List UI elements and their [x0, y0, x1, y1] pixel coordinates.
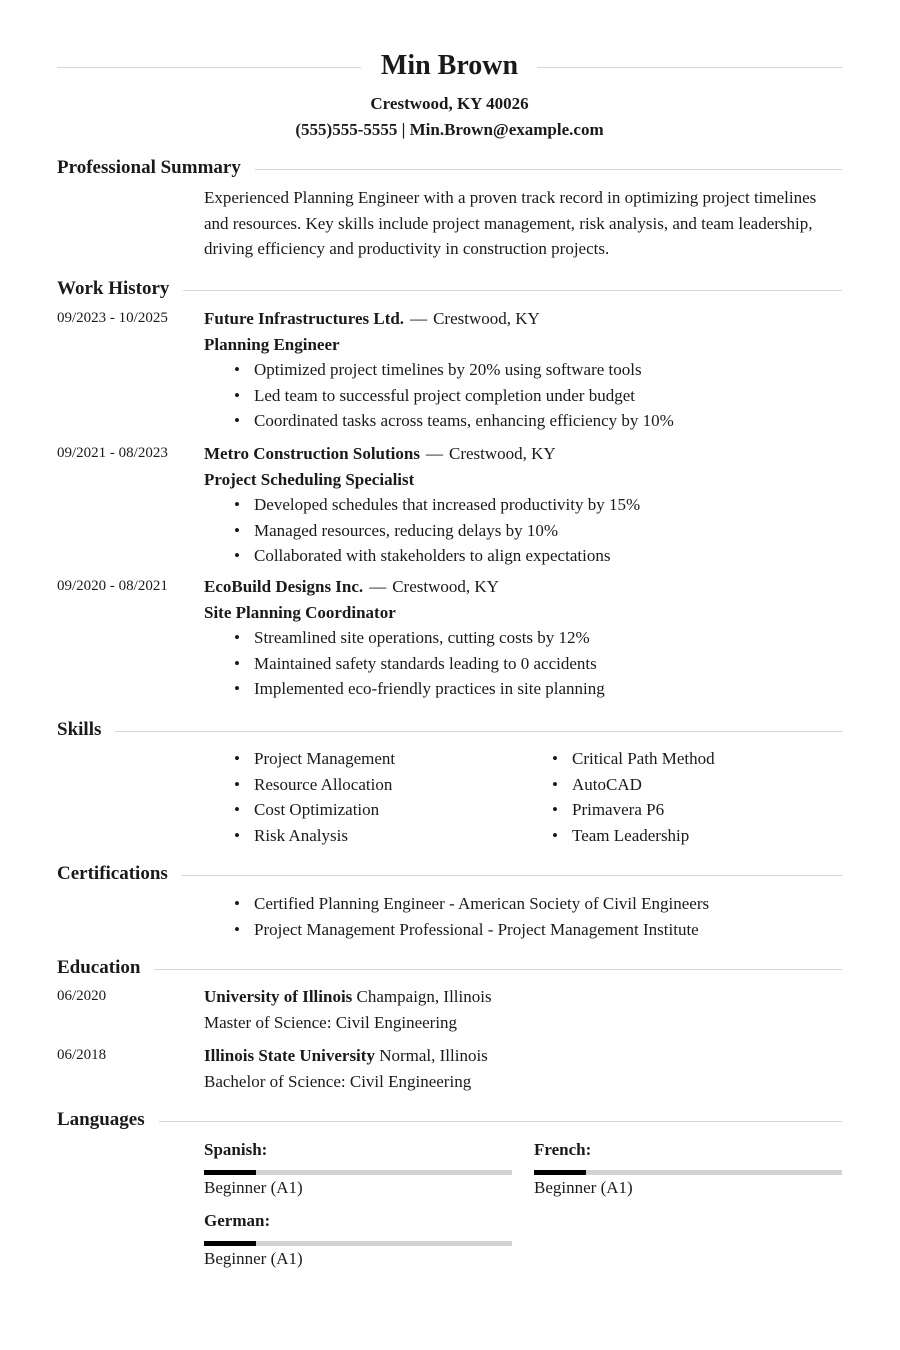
- list-item: • Streamlined site operations, cutting costs by 12%: [254, 625, 842, 651]
- proficiency-bar: [534, 1170, 842, 1175]
- job-dates: 09/2020 - 08/2021: [57, 578, 168, 594]
- skill-item: • Primavera P6: [572, 797, 715, 823]
- job-title: Site Planning Coordinator: [204, 602, 396, 622]
- job-bullets: [204, 625, 842, 702]
- education-date: 06/2018: [57, 1047, 107, 1063]
- skill-item: • Project Management: [254, 746, 395, 772]
- skill-item: • Critical Path Method: [572, 746, 715, 772]
- skills-column-2: [572, 746, 715, 848]
- proficiency-fill: [204, 1170, 256, 1175]
- language-level: Beginner (A1): [204, 1178, 303, 1197]
- job-bullets: [204, 357, 842, 434]
- company-name: Future Infrastructures Ltd.: [204, 309, 405, 328]
- job-dates: 09/2023 - 10/2025: [57, 310, 168, 326]
- language-level: Beginner (A1): [204, 1249, 303, 1268]
- section-rule: [57, 1121, 842, 1122]
- certifications-list: [254, 891, 709, 942]
- language-name: French:: [534, 1140, 592, 1159]
- school-location: Champaign, Illinois: [356, 987, 492, 1006]
- separator: —: [425, 444, 443, 463]
- job-dates: 09/2021 - 08/2023: [57, 445, 168, 461]
- section-title: Skills: [57, 717, 115, 743]
- summary-text: Experienced Planning Engineer with a proven track record in optimizing project timelines and resources. Key skills include project management, risk analysis, and team leadership, driving efficiency and productivity in construction projects.: [204, 188, 817, 258]
- list-item: • Collaborated with stakeholders to align expectations: [254, 543, 842, 569]
- language-name: German:: [204, 1211, 271, 1230]
- section-title: Education: [57, 955, 154, 981]
- section-title: Professional Summary: [57, 155, 255, 181]
- language-name: Spanish:: [204, 1140, 268, 1159]
- name-row: [57, 48, 842, 84]
- language-item: [204, 1209, 512, 1271]
- skill-item: • Team Leadership: [572, 823, 715, 849]
- job-header: [204, 441, 842, 467]
- language-level: Beginner (A1): [534, 1178, 633, 1197]
- languages-section-heading: [57, 1107, 842, 1133]
- address: Crestwood, KY 40026: [370, 94, 529, 113]
- job-location: Crestwood, KY: [448, 444, 556, 463]
- certification-item: • Certified Planning Engineer - American Society of Civil Engineers: [254, 891, 709, 917]
- degree: Bachelor of Science: Civil Engineering: [204, 1072, 472, 1091]
- list-item: • Managed resources, reducing delays by 10%: [254, 518, 842, 544]
- company-name: EcoBuild Designs Inc.: [204, 577, 364, 596]
- summary-section-heading: [57, 155, 842, 181]
- proficiency-fill: [534, 1170, 586, 1175]
- proficiency-bar: [204, 1241, 512, 1246]
- list-item: • Maintained safety standards leading to 0 accidents: [254, 651, 842, 677]
- job-location: Crestwood, KY: [433, 309, 540, 328]
- skills-section-heading: [57, 717, 842, 743]
- degree: Master of Science: Civil Engineering: [204, 1013, 458, 1032]
- section-rule: [57, 969, 842, 970]
- candidate-name: Min Brown: [380, 50, 519, 81]
- list-item: • Developed schedules that increased productivity by 15%: [254, 492, 842, 518]
- job-location: Crestwood, KY: [392, 577, 499, 596]
- school-name: Illinois State University: [204, 1046, 375, 1065]
- job-title: Project Scheduling Specialist: [204, 469, 415, 489]
- certification-item: • Project Management Professional - Project Management Institute: [254, 917, 709, 943]
- work-section-heading: [57, 276, 842, 302]
- skill-item: • Risk Analysis: [254, 823, 395, 849]
- school-location: Normal, Illinois: [379, 1046, 488, 1065]
- job-title: Planning Engineer: [204, 334, 340, 354]
- proficiency-fill: [204, 1241, 256, 1246]
- list-item: • Led team to successful project completion under budget: [254, 383, 842, 409]
- contact-info: (555)555-5555 | Min.Brown@example.com: [295, 120, 604, 139]
- list-item: • Coordinated tasks across teams, enhancing efficiency by 10%: [254, 408, 842, 434]
- job-header: [204, 306, 842, 332]
- job-bullets: [204, 492, 842, 569]
- section-rule: [57, 731, 842, 732]
- job-header: [204, 574, 842, 600]
- list-item: • Optimized project timelines by 20% using software tools: [254, 357, 842, 383]
- proficiency-bar: [204, 1170, 512, 1175]
- certifications-section-heading: [57, 861, 842, 887]
- section-title: Certifications: [57, 861, 182, 887]
- skill-item: • Resource Allocation: [254, 772, 395, 798]
- separator: —: [369, 577, 387, 596]
- skill-item: • AutoCAD: [572, 772, 715, 798]
- education-date: 06/2020: [57, 988, 107, 1004]
- language-item: [534, 1138, 842, 1200]
- separator: —: [410, 309, 428, 328]
- skill-item: • Cost Optimization: [254, 797, 395, 823]
- skills-column-1: [254, 746, 395, 848]
- school-name: University of Illinois: [204, 987, 353, 1006]
- education-section-heading: [57, 955, 842, 981]
- company-name: Metro Construction Solutions: [204, 444, 420, 463]
- section-title: Work History: [57, 276, 183, 302]
- section-title: Languages: [57, 1107, 159, 1133]
- list-item: • Implemented eco-friendly practices in site planning: [254, 676, 842, 702]
- language-item: [204, 1138, 512, 1200]
